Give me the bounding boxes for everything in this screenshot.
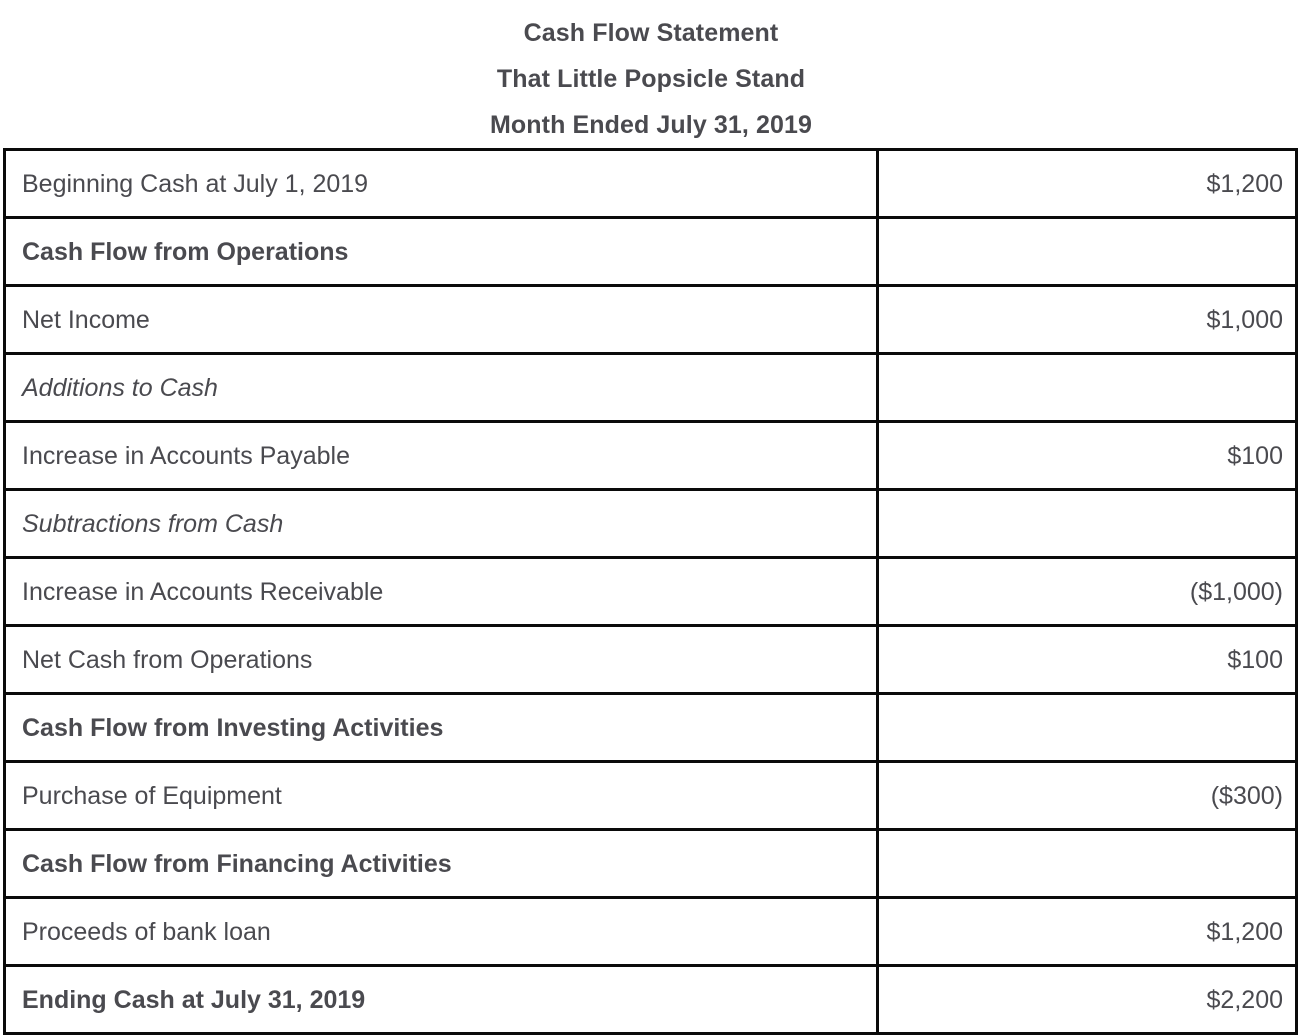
table-row xyxy=(5,626,1297,694)
table-row xyxy=(5,694,1297,762)
row-value: $2,200 xyxy=(878,966,1297,1034)
row-value: ($300) xyxy=(878,762,1297,830)
row-label: Net Cash from Operations xyxy=(5,626,878,694)
row-label: Purchase of Equipment xyxy=(5,762,878,830)
table-row xyxy=(5,830,1297,898)
table-row xyxy=(5,422,1297,490)
row-value: $1,200 xyxy=(878,150,1297,218)
row-label: Additions to Cash xyxy=(5,354,878,422)
statement-title-line-1: Cash Flow Statement xyxy=(523,19,779,47)
table-row xyxy=(5,286,1297,354)
table-row xyxy=(5,558,1297,626)
row-label: Increase in Accounts Payable xyxy=(5,422,878,490)
table-row xyxy=(5,762,1297,830)
row-label: Cash Flow from Financing Activities xyxy=(5,830,878,898)
row-value: $100 xyxy=(878,626,1297,694)
row-value xyxy=(878,218,1297,286)
row-value: ($1,000) xyxy=(878,558,1297,626)
row-value xyxy=(878,354,1297,422)
row-value xyxy=(878,490,1297,558)
table-row xyxy=(5,490,1297,558)
table-row xyxy=(5,966,1297,1034)
row-label: Cash Flow from Investing Activities xyxy=(5,694,878,762)
cash-flow-table xyxy=(3,148,1298,1035)
row-value: $100 xyxy=(878,422,1297,490)
table-row xyxy=(5,898,1297,966)
table-row xyxy=(5,150,1297,218)
row-label: Increase in Accounts Receivable xyxy=(5,558,878,626)
row-value xyxy=(878,830,1297,898)
statement-header xyxy=(0,0,1302,148)
row-label: Proceeds of bank loan xyxy=(5,898,878,966)
row-label: Net Income xyxy=(5,286,878,354)
statement-title-line-2: That Little Popsicle Stand xyxy=(496,65,806,93)
cash-flow-table-body xyxy=(5,150,1297,1034)
row-label: Subtractions from Cash xyxy=(5,490,878,558)
row-value xyxy=(878,694,1297,762)
row-label: Cash Flow from Operations xyxy=(5,218,878,286)
row-value: $1,000 xyxy=(878,286,1297,354)
statement-title-line-3: Month Ended July 31, 2019 xyxy=(489,111,813,139)
table-row xyxy=(5,354,1297,422)
row-label: Beginning Cash at July 1, 2019 xyxy=(5,150,878,218)
table-row xyxy=(5,218,1297,286)
row-value: $1,200 xyxy=(878,898,1297,966)
row-label: Ending Cash at July 31, 2019 xyxy=(5,966,878,1034)
